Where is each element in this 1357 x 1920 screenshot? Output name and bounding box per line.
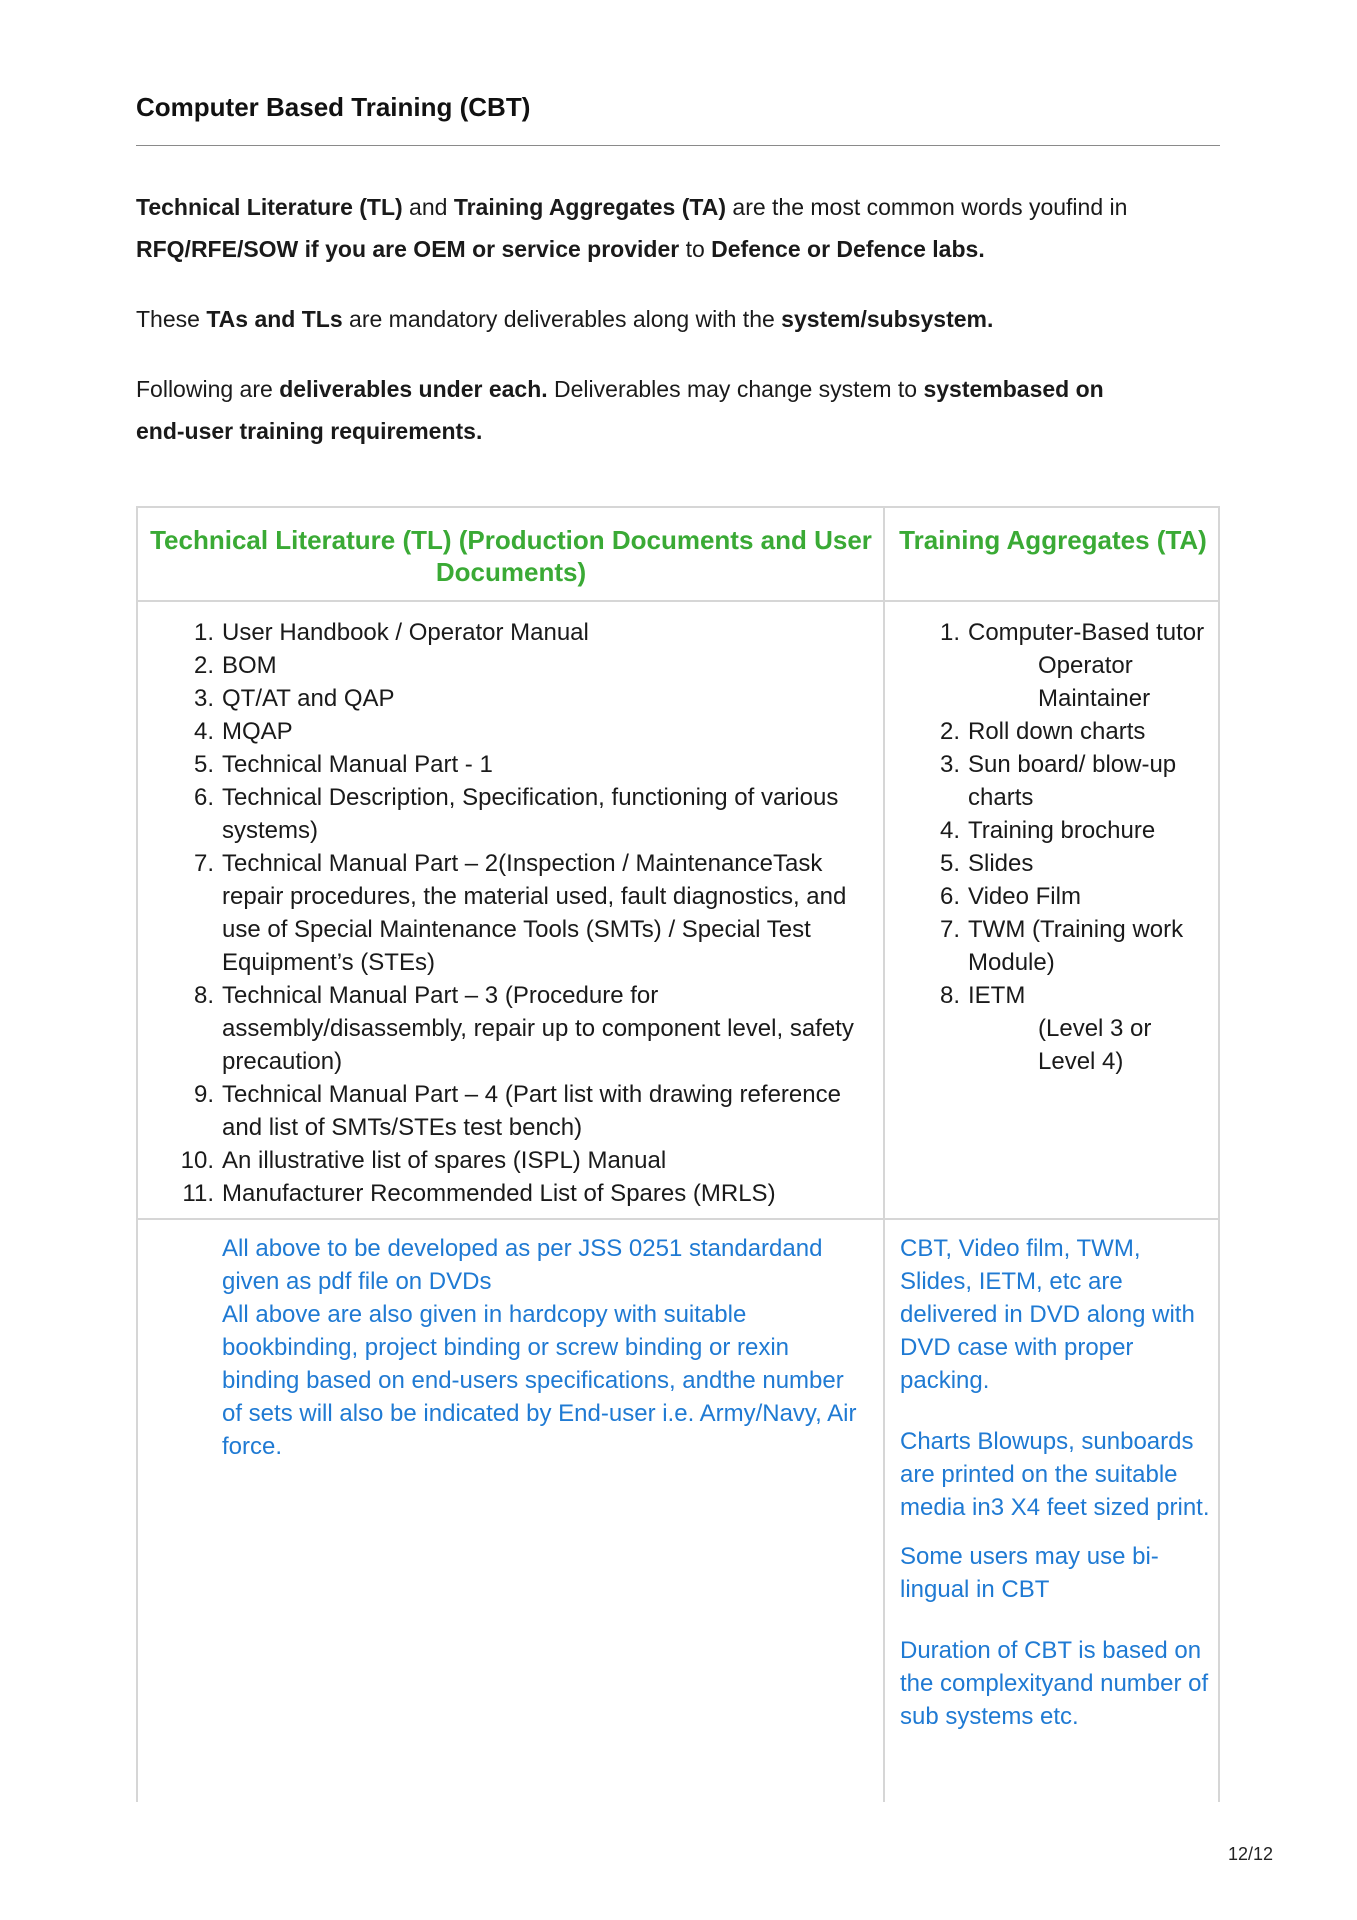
- text: are mandatory deliverables along with the: [342, 306, 782, 332]
- list-item: [888, 880, 1218, 913]
- note-text: All above are also given in hardcopy with suitable bookbinding, project binding or screw binding or rexin binding based on end-users specifications, andthe number of sets will also be indicated by End-user i.e. Army/Navy, Air force.: [222, 1301, 857, 1460]
- text: These: [136, 306, 207, 332]
- list-item: [138, 847, 878, 979]
- item-number: 1.: [193, 619, 214, 646]
- tl-list: [138, 616, 878, 1210]
- text: Following are: [136, 376, 280, 402]
- note-text: All above to be developed as per JSS 0251 standardand given as pdf file on DVDs: [222, 1235, 823, 1295]
- item-number: 2.: [939, 718, 960, 745]
- item-text: Video Film: [968, 883, 1081, 910]
- deliverables-term: deliverables under each.: [279, 376, 548, 402]
- item-number: 4.: [193, 718, 214, 745]
- item-text: Computer-Based tutor: [968, 619, 1205, 646]
- item-text: Training brochure: [968, 817, 1156, 844]
- item-number: 8.: [939, 982, 960, 1009]
- item-text: QT/AT and QAP: [222, 685, 395, 712]
- list-item: [138, 616, 878, 649]
- list-item: [138, 1078, 878, 1144]
- note-text: CBT, Video film, TWM, Slides, IETM, etc are delivered in DVD along with DVD case with proper packing.: [900, 1235, 1195, 1394]
- title-divider: [136, 145, 1220, 146]
- item-number: 2.: [193, 652, 214, 679]
- list-item: [138, 748, 878, 781]
- item-text: Roll down charts: [968, 718, 1146, 745]
- item-number: 6.: [193, 784, 214, 811]
- note-text: Some users may use bi-lingual in CBT: [900, 1543, 1159, 1603]
- intro-paragraph-1: [136, 186, 1226, 270]
- sub-item: Operator: [1038, 652, 1133, 679]
- list-item: [888, 616, 1218, 715]
- item-number: 8.: [193, 982, 214, 1009]
- tl-notes: [222, 1232, 862, 1463]
- item-number: 9.: [193, 1081, 214, 1108]
- list-item: [888, 814, 1218, 847]
- list-item: [888, 913, 1218, 979]
- ta-notes: [900, 1232, 1210, 1761]
- intro-paragraph-2: [136, 298, 1226, 340]
- list-item: [888, 847, 1218, 880]
- list-item: [138, 781, 878, 847]
- list-item: [138, 649, 878, 682]
- defence-term: Defence or Defence labs.: [711, 236, 985, 262]
- list-item: [138, 682, 878, 715]
- page-title: Computer Based Training (CBT): [136, 92, 531, 122]
- item-number: 7.: [939, 916, 960, 943]
- list-item: [888, 715, 1218, 748]
- system-term: system/subsystem.: [781, 306, 994, 332]
- list-item: [138, 979, 878, 1078]
- text: Deliverables may change system to: [547, 376, 924, 402]
- ta-list: [888, 616, 1218, 1078]
- item-text: Manufacturer Recommended List of Spares (MRLS): [222, 1180, 776, 1207]
- item-text: IETM: [968, 982, 1026, 1009]
- item-number: 5.: [939, 850, 960, 877]
- item-number: 7.: [193, 850, 214, 877]
- list-item: [888, 748, 1218, 814]
- text: and: [402, 194, 454, 220]
- item-text: Technical Description, Specification, functioning of various systems): [222, 784, 839, 844]
- item-text: MQAP: [222, 718, 293, 745]
- header-technical-literature: Technical Literature (TL) (Production Documents and User Documents): [150, 525, 872, 587]
- text: are the most common words youfind in: [726, 194, 1128, 220]
- item-text: TWM (Training work Module): [968, 916, 1184, 976]
- item-number: 10.: [180, 1147, 214, 1174]
- row-divider: [138, 1218, 1218, 1220]
- item-text: Sun board/ blow-up charts: [968, 751, 1177, 811]
- item-number: 11.: [182, 1180, 214, 1207]
- text: to: [679, 236, 712, 262]
- item-text: Technical Manual Part – 2(Inspection / MaintenanceTask repair procedures, the material used, fault diagnostics, and use of Special Maintenance Tools (SMTs) / Special Test Equipment’s (STEs): [222, 850, 847, 976]
- list-item: [888, 979, 1218, 1078]
- item-text: Slides: [968, 850, 1034, 877]
- intro-paragraph-3: [136, 368, 1146, 452]
- item-number: 4.: [939, 817, 960, 844]
- item-number: 3.: [939, 751, 960, 778]
- sub-item: Maintainer: [1038, 685, 1151, 712]
- item-text: Technical Manual Part - 1: [222, 751, 493, 778]
- column-divider: [883, 508, 885, 1802]
- deliverables-table: [136, 506, 1220, 1802]
- sub-item: (Level 3 or Level 4): [1038, 1015, 1152, 1075]
- list-item: [138, 1144, 878, 1177]
- note-text: Charts Blowups, sunboards are printed on the suitable media in3 X4 feet sized print.: [900, 1428, 1210, 1521]
- tl-term: Technical Literature (TL): [136, 194, 403, 220]
- item-text: User Handbook / Operator Manual: [222, 619, 589, 646]
- item-number: 6.: [939, 883, 960, 910]
- item-number: 1.: [939, 619, 960, 646]
- list-item: [138, 715, 878, 748]
- basis-term: systembased on end-user training requirements.: [136, 376, 1104, 444]
- item-number: 3.: [193, 685, 214, 712]
- item-text: Technical Manual Part – 3 (Procedure for assembly/disassembly, repair up to component level, safety precaution): [222, 982, 854, 1075]
- note-text: Duration of CBT is based on the complexityand number of sub systems etc.: [900, 1637, 1209, 1730]
- page-number: 12/12: [1228, 1844, 1274, 1864]
- item-number: 5.: [193, 751, 214, 778]
- row-divider: [138, 600, 1218, 602]
- item-text: An illustrative list of spares (ISPL) Manual: [222, 1147, 667, 1174]
- rfq-term: RFQ/RFE/SOW if you are OEM or service provider: [136, 236, 680, 262]
- header-training-aggregates: Training Aggregates (TA): [899, 525, 1207, 555]
- list-item: [138, 1177, 878, 1210]
- item-text: BOM: [222, 652, 277, 679]
- item-text: Technical Manual Part – 4 (Part list with drawing reference and list of SMTs/STEs test bench): [222, 1081, 841, 1141]
- tas-term: TAs and TLs: [206, 306, 343, 332]
- ta-term: Training Aggregates (TA): [453, 194, 727, 220]
